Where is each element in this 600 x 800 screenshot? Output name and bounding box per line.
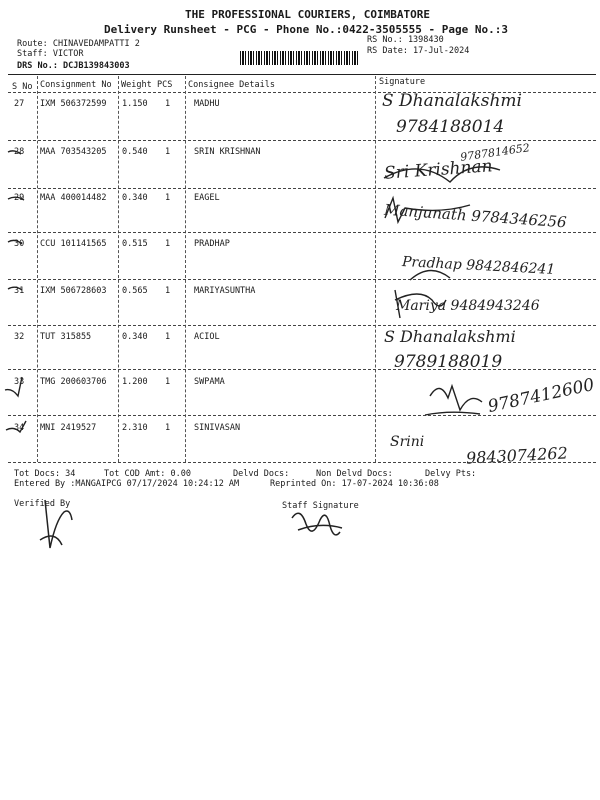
reprinted-on: Reprinted On: 17-07-2024 10:36:08 xyxy=(270,479,439,489)
tot-docs: Tot Docs: 34 xyxy=(14,469,76,479)
row-consignment: TUT 315855 xyxy=(40,332,92,342)
row-weight: 1.150 xyxy=(122,99,148,109)
row-consignee: SINIVASAN xyxy=(194,423,241,433)
row-consignment: IXM 506372599 xyxy=(40,99,107,109)
col-header-pcs: PCS xyxy=(157,80,173,90)
rs-number: RS No.: 1398430 xyxy=(367,35,444,45)
row-weight: 1.200 xyxy=(122,377,148,387)
row-sno: 30 xyxy=(14,239,25,249)
row-sno: 31 xyxy=(14,286,25,296)
verified-by-label: Verified By xyxy=(14,499,71,509)
signature-name: Sri Krishnan xyxy=(383,156,494,184)
row-consignee: PRADHAP xyxy=(194,239,230,249)
signature-name: Manjunath 9784346256 xyxy=(383,200,568,232)
row-pcs: 1 xyxy=(165,377,171,387)
row-weight: 0.515 xyxy=(122,239,148,249)
row-weight: 0.540 xyxy=(122,147,148,157)
row-weight: 2.310 xyxy=(122,423,148,433)
row-consignee: ACIOL xyxy=(194,332,220,342)
row-consignment: MNI 2419527 xyxy=(40,423,97,433)
row-consignment: MAA 703543205 xyxy=(40,147,107,157)
row-sno: 33 xyxy=(14,377,25,387)
row-consignee: MARIYASUNTHA xyxy=(194,286,256,296)
col-header-sno: S No xyxy=(12,82,33,92)
rs-date: RS Date: 17-Jul-2024 xyxy=(367,46,470,56)
signature-phone: 9789188019 xyxy=(394,352,503,372)
drs-number: DRS No.: DCJB139843003 xyxy=(17,61,130,71)
col-header-weight: Weight xyxy=(121,80,152,90)
signature-name: Mariya 9484943246 xyxy=(396,298,540,314)
row-consignee: EAGEL xyxy=(194,193,220,203)
row-weight: 0.340 xyxy=(122,193,148,203)
row-sno: 28 xyxy=(14,147,25,157)
row-consignment: TMG 200603706 xyxy=(40,377,107,387)
row-weight: 0.340 xyxy=(122,332,148,342)
runsheet-title: Delivery Runsheet - PCG - Phone No.:0422-3505555 - Page No.:3 xyxy=(104,23,508,36)
delivered-docs: Delvd Docs: xyxy=(233,469,290,479)
row-pcs: 1 xyxy=(165,332,171,342)
signature-name: Pradhap 9842846241 xyxy=(401,253,556,279)
entered-by: Entered By :MANGAIPCG 07/17/2024 10:24:12 AM xyxy=(14,479,240,489)
row-pcs: 1 xyxy=(165,286,171,296)
row-sno: 29 xyxy=(14,193,25,203)
staff-label: Staff: VICTOR xyxy=(17,49,84,59)
row-consignment: MAA 400014482 xyxy=(40,193,107,203)
row-sno: 32 xyxy=(14,332,25,342)
col-header-consignee: Consignee Details xyxy=(188,80,275,90)
signature-phone: 9787412600 xyxy=(486,374,597,418)
signature-name: S Dhanalakshmi xyxy=(382,91,522,111)
company-title: THE PROFESSIONAL COURIERS, COIMBATORE xyxy=(185,8,431,21)
row-weight: 0.565 xyxy=(122,286,148,296)
staff-signature-label: Staff Signature xyxy=(282,501,359,511)
row-consignment: CCU 101141565 xyxy=(40,239,107,249)
row-sno: 27 xyxy=(14,99,25,109)
signature-name: S Dhanalakshmi xyxy=(384,327,516,346)
delivery-points: Delvy Pts: xyxy=(425,469,477,479)
row-consignment: IXM 506728603 xyxy=(40,286,107,296)
col-header-consignment: Consignment No xyxy=(40,80,112,90)
row-sno: 34 xyxy=(14,423,25,433)
row-pcs: 1 xyxy=(165,239,171,249)
signature-phone: 9787814652 xyxy=(459,141,531,164)
row-consignee: SRIN KRISHNAN xyxy=(194,147,261,157)
route-label: Route: CHINAVEDAMPATTI 2 xyxy=(17,39,140,49)
row-pcs: 1 xyxy=(165,423,171,433)
signature-phone: 9784188014 xyxy=(396,117,505,137)
row-pcs: 1 xyxy=(165,193,171,203)
row-consignee: MADHU xyxy=(194,99,220,109)
col-header-signature: Signature xyxy=(379,77,426,87)
row-pcs: 1 xyxy=(165,147,171,157)
row-consignee: SWPAMA xyxy=(194,377,225,387)
row-pcs: 1 xyxy=(165,99,171,109)
signature-name: Srini xyxy=(390,434,425,450)
non-delivered-docs: Non Delvd Docs: xyxy=(316,469,393,479)
signature-phone: 9843074262 xyxy=(465,443,569,468)
tot-cod-amount: Tot COD Amt: 0.00 xyxy=(104,469,191,479)
